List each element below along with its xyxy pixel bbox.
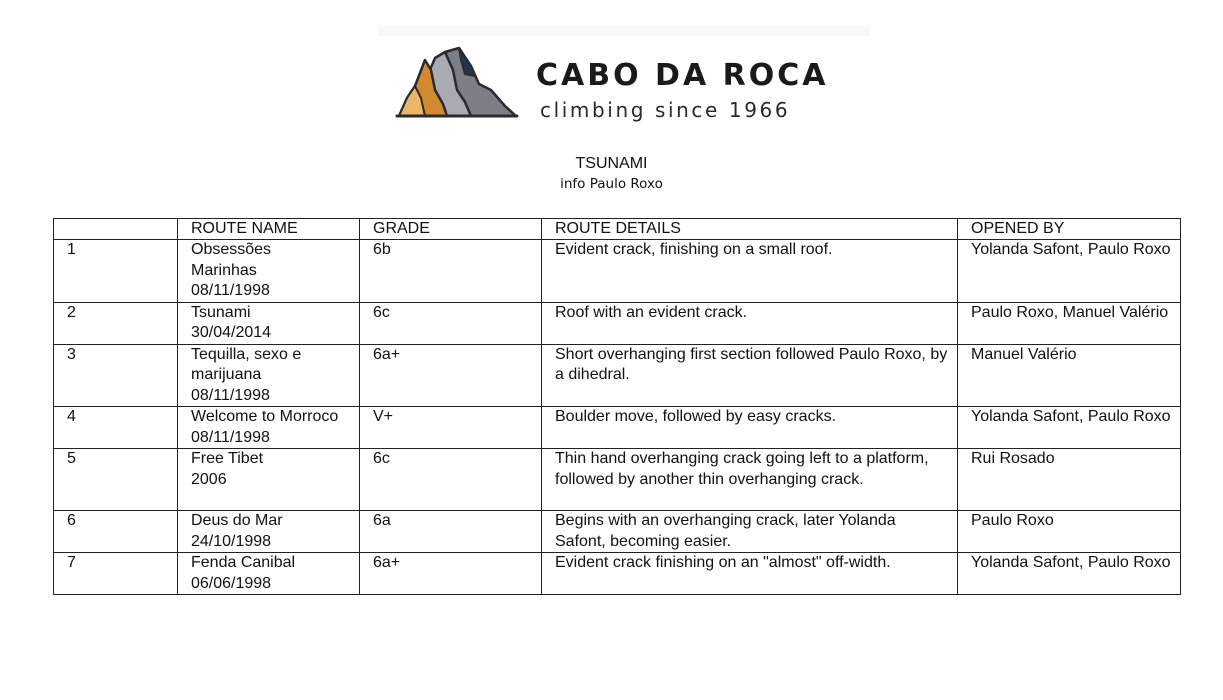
- logo-tagline: climbing since 1966: [540, 98, 791, 122]
- route-name: [178, 240, 360, 303]
- route-opened-by: Paulo Roxo: [958, 511, 1181, 553]
- mountain-logo-icon: [395, 46, 519, 122]
- route-name-line: Tsunami: [191, 303, 251, 321]
- route-opened-by: Manuel Valério: [958, 344, 1181, 407]
- route-details: Begins with an overhanging crack, later Yolanda Safont, becoming easier.: [542, 511, 958, 553]
- header-opened-by: OPENED BY: [958, 219, 1181, 240]
- header-grade: GRADE: [360, 219, 542, 240]
- route-number: 7: [54, 553, 178, 595]
- table-row: [54, 302, 1181, 344]
- route-grade: 6a: [360, 511, 542, 553]
- route-date: 08/11/1998: [191, 428, 270, 446]
- logo-background-strip: [378, 26, 870, 36]
- routes-table: [53, 218, 1181, 595]
- route-grade: 6c: [360, 449, 542, 511]
- route-date: 24/10/1998: [191, 532, 272, 550]
- route-number: 2: [54, 302, 178, 344]
- table-row: [54, 553, 1181, 595]
- route-details: Roof with an evident crack.: [542, 302, 958, 344]
- route-details: Thin hand overhanging crack going left to a platform, followed by another thin overhanging crack.: [542, 449, 958, 511]
- route-name-line: marijuana: [191, 366, 262, 383]
- route-name: [178, 449, 360, 511]
- route-number: 4: [54, 407, 178, 449]
- route-name-line: Marinhas: [191, 261, 257, 279]
- route-details: Evident crack, finishing on a small roof.: [542, 240, 958, 303]
- route-opened-by: Yolanda Safont, Paulo Roxo: [958, 407, 1181, 449]
- route-grade: 6c: [360, 302, 542, 344]
- header-route-details: ROUTE DETAILS: [542, 219, 958, 240]
- route-name: [178, 407, 360, 449]
- route-grade: 6a+: [360, 553, 542, 595]
- route-name-line: Tequilla, sexo e: [191, 345, 302, 363]
- table-row: [54, 240, 1181, 303]
- route-name-line: Free Tibet: [191, 450, 264, 467]
- route-details: Short overhanging first section followed Paulo Roxo, by a dihedral.: [542, 344, 958, 407]
- route-name: [178, 344, 360, 407]
- document-subtitle: info Paulo Roxo: [560, 176, 663, 192]
- route-opened-by: Rui Rosado: [958, 449, 1181, 511]
- table-row: [54, 511, 1181, 553]
- route-grade: 6a+: [360, 344, 542, 407]
- route-date: 2006: [191, 470, 227, 488]
- route-name-line: Obsessões: [191, 241, 272, 258]
- cabo-da-roca-logo: [395, 46, 865, 126]
- route-opened-by: Yolanda Safont, Paulo Roxo: [958, 240, 1181, 303]
- route-number: 6: [54, 511, 178, 553]
- route-opened-by: Yolanda Safont, Paulo Roxo: [958, 553, 1181, 595]
- route-name-line: Deus do Mar: [191, 512, 283, 529]
- route-date: 08/11/1998: [191, 282, 270, 299]
- route-date: 06/06/1998: [191, 574, 272, 592]
- route-name-line: Welcome to Morroco: [191, 408, 339, 425]
- route-number: 1: [54, 240, 178, 303]
- table-row: [54, 407, 1181, 449]
- route-date: 30/04/2014: [191, 324, 272, 341]
- header-route-name: ROUTE NAME: [178, 219, 360, 240]
- document-title: TSUNAMI: [575, 155, 648, 172]
- table-row: [54, 344, 1181, 407]
- route-name: [178, 302, 360, 344]
- route-details: Boulder move, followed by easy cracks.: [542, 407, 958, 449]
- route-grade: 6b: [360, 240, 542, 303]
- route-details: Evident crack finishing on an "almost" off-width.: [542, 553, 958, 595]
- logo-name: CABO DA ROCA: [536, 58, 829, 93]
- table-row: [54, 449, 1181, 511]
- route-name: [178, 511, 360, 553]
- route-name: [178, 553, 360, 595]
- route-number: 5: [54, 449, 178, 511]
- route-grade: V+: [360, 407, 542, 449]
- header-number: [54, 219, 178, 240]
- table-header-row: [54, 219, 1181, 240]
- route-name-line: Fenda Canibal: [191, 554, 296, 571]
- route-opened-by: Paulo Roxo, Manuel Valério: [958, 302, 1181, 344]
- route-date: 08/11/1998: [191, 386, 270, 404]
- route-number: 3: [54, 344, 178, 407]
